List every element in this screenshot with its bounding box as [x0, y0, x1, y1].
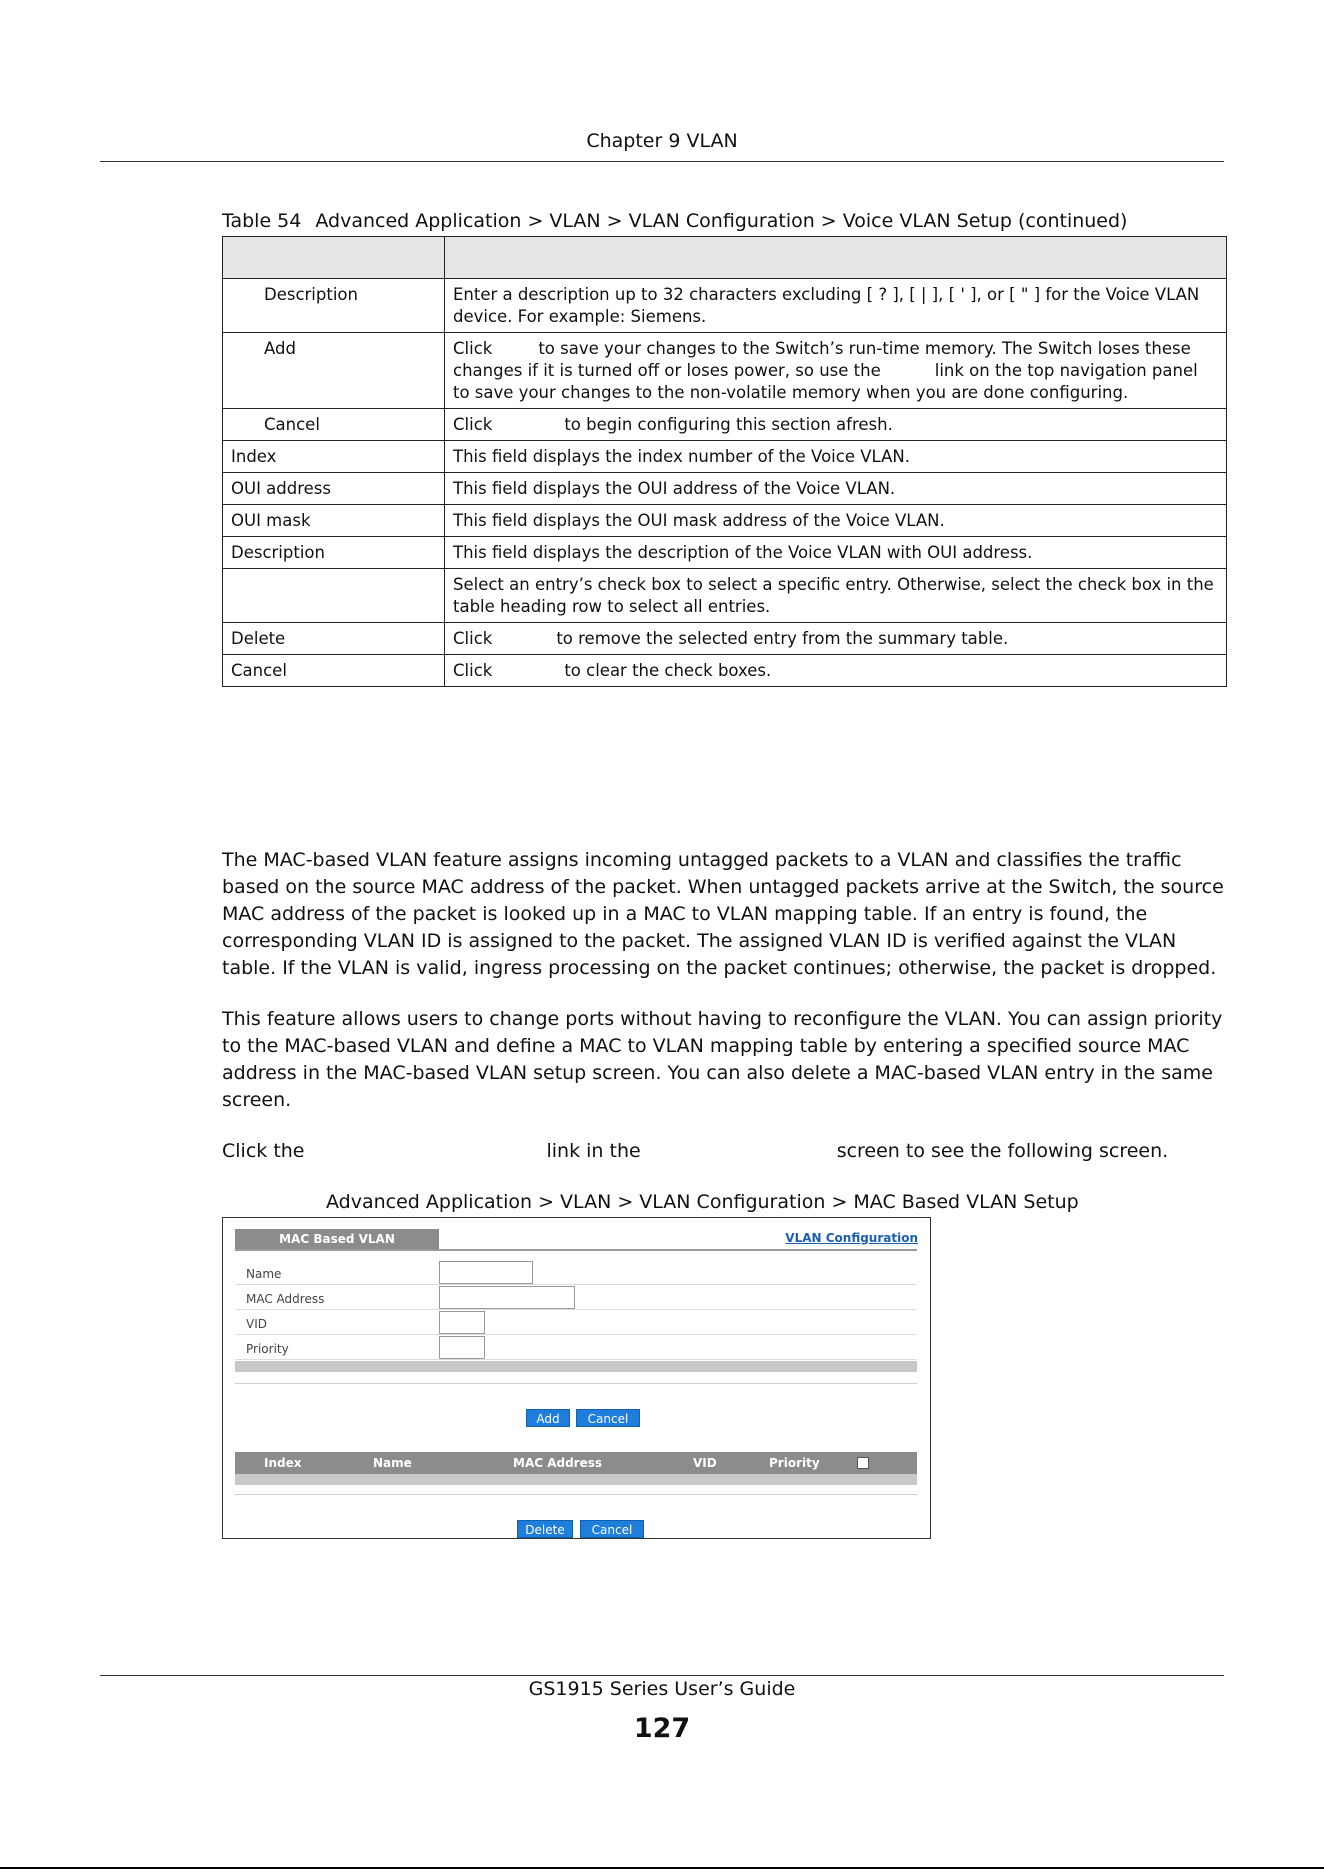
column-mac-address: MAC Address — [513, 1456, 603, 1470]
table-row — [223, 279, 1227, 333]
vid-label: VID — [246, 1317, 267, 1331]
row-description: Enter a description up to 32 characters excluding [ ? ], [ | ], [ ' ], or [ " ] for the Voice VLAN device. For example: Siemens. — [445, 279, 1227, 333]
column-priority: Priority — [769, 1456, 820, 1470]
summary-table-rule — [235, 1494, 917, 1495]
select-all-checkbox[interactable] — [857, 1457, 869, 1469]
row-description: This field displays the OUI address of the Voice VLAN. — [445, 473, 1227, 505]
summary-table-bar — [235, 1474, 917, 1485]
row-label: Cancel — [223, 655, 445, 687]
row-label: OUI address — [223, 473, 445, 505]
table-row — [223, 441, 1227, 473]
table-row — [223, 505, 1227, 537]
row-label: Index — [223, 441, 445, 473]
summary-table-header — [235, 1452, 917, 1474]
field-description-table — [222, 236, 1227, 687]
row-label: Add — [223, 333, 445, 409]
mac-address-row — [235, 1285, 917, 1310]
table-row — [223, 409, 1227, 441]
table-header-row — [223, 237, 1227, 279]
column-name: Name — [373, 1456, 412, 1470]
mac-based-vlan-screenshot — [222, 1217, 931, 1539]
add-button[interactable]: Add — [526, 1409, 570, 1427]
footer-guide-title: GS1915 Series User’s Guide — [528, 1678, 796, 1700]
row-label: Description — [223, 537, 445, 569]
form-footer-bar — [235, 1361, 917, 1372]
delete-button[interactable]: Delete — [517, 1520, 573, 1538]
table-row — [223, 569, 1227, 623]
row-description: Click to clear the check boxes. — [445, 655, 1227, 687]
name-label: Name — [246, 1267, 282, 1281]
row-description: Click to begin configuring this section afresh. — [445, 409, 1227, 441]
table-row — [223, 623, 1227, 655]
mac-address-label: MAC Address — [246, 1292, 325, 1306]
table-row — [223, 473, 1227, 505]
cancel-button[interactable]: Cancel — [576, 1409, 640, 1427]
table-row — [223, 537, 1227, 569]
vid-input[interactable] — [439, 1311, 485, 1334]
row-label: OUI mask — [223, 505, 445, 537]
priority-row — [235, 1335, 917, 1360]
table-number: Table 54 — [222, 210, 302, 232]
chapter-header: Chapter 9 VLAN — [586, 130, 738, 152]
row-description: This field displays the OUI mask address of the Voice VLAN. — [445, 505, 1227, 537]
row-description: Select an entry’s check box to select a specific entry. Otherwise, select the check box in the table heading row to select all entries. — [445, 569, 1227, 623]
panel-title: MAC Based VLAN — [235, 1229, 439, 1249]
figure-caption: Advanced Application > VLAN > VLAN Configuration > MAC Based VLAN Setup — [326, 1191, 1079, 1213]
panel-rule — [235, 1249, 917, 1251]
row-label: Delete — [223, 623, 445, 655]
row-description: This field displays the description of the Voice VLAN with OUI address. — [445, 537, 1227, 569]
mac-address-input[interactable] — [439, 1286, 575, 1309]
name-input[interactable] — [439, 1261, 533, 1284]
vlan-configuration-link[interactable]: VLAN Configuration — [785, 1231, 918, 1245]
bottom-rule — [0, 1867, 1324, 1869]
row-label — [223, 569, 445, 623]
row-label: Description — [223, 279, 445, 333]
priority-label: Priority — [246, 1342, 289, 1356]
paragraph-mac-vlan-intro: The MAC-based VLAN feature assigns incoming untagged packets to a VLAN and classifies the traffic based on the source MAC address of the packet. When untagged packets arrive at the Switch, the source MAC address of the packet is looked up in a MAC to VLAN mapping table. If an entry is found, the corresponding VLAN ID is assigned to the packet. The assigned VLAN ID is verified against the VLAN table. If the VLAN is valid, ingress processing on the packet continues; otherwise, the packet is dropped. — [222, 849, 1224, 979]
table-caption — [222, 210, 1127, 232]
page-number: 127 — [633, 1713, 691, 1744]
footer-rule — [100, 1675, 1224, 1676]
paragraph-click-instruction: Click the link in the screen to see the following screen. — [222, 1140, 1169, 1162]
row-description: Click to save your changes to the Switch’s run-time memory. The Switch loses these changes if it is turned off or loses power, so use the link on the top navigation panel to save your changes to the non-volatile memory when you are done configuring. — [445, 333, 1227, 409]
table-row — [223, 655, 1227, 687]
column-index: Index — [264, 1456, 302, 1470]
header-rule — [100, 161, 1224, 162]
cancel-list-button[interactable]: Cancel — [580, 1520, 644, 1538]
column-vid: VID — [693, 1456, 717, 1470]
form-footer-rule — [235, 1383, 917, 1384]
name-row — [235, 1260, 917, 1285]
table-title: Advanced Application > VLAN > VLAN Configuration > Voice VLAN Setup (continued) — [315, 210, 1128, 232]
row-description: This field displays the index number of the Voice VLAN. — [445, 441, 1227, 473]
row-description: Click to remove the selected entry from the summary table. — [445, 623, 1227, 655]
row-label: Cancel — [223, 409, 445, 441]
paragraph-mac-vlan-usage: This feature allows users to change ports without having to reconfigure the VLAN. You can assign priority to the MAC-based VLAN and define a MAC to VLAN mapping table by entering a specified source MAC address in the MAC-based VLAN setup screen. You can also delete a MAC-based VLAN entry in the same screen. — [222, 1008, 1223, 1111]
vid-row — [235, 1310, 917, 1335]
priority-input[interactable] — [439, 1336, 485, 1359]
table-row — [223, 333, 1227, 409]
